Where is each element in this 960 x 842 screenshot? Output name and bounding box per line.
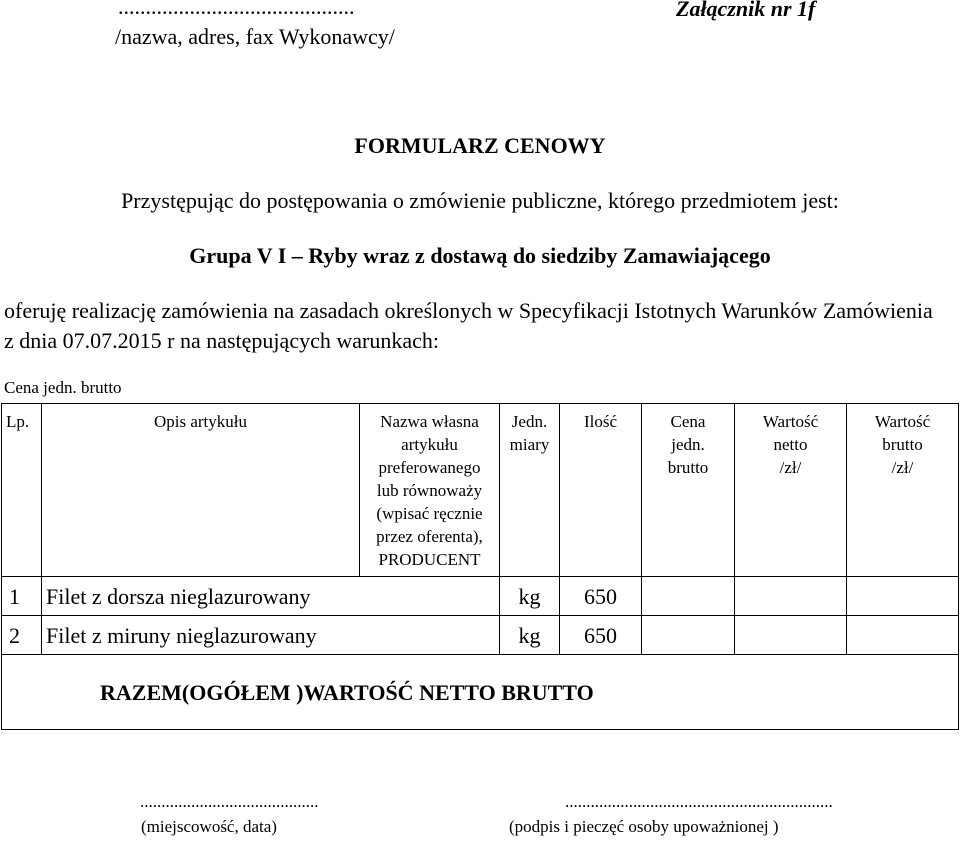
header-description: Opis artykułu bbox=[42, 404, 360, 577]
header-brand bbox=[360, 404, 500, 577]
place-date-dots: .......................................... bbox=[140, 792, 319, 811]
row-gross-value-cell[interactable] bbox=[847, 616, 959, 655]
row-description: Filet z miruny nieglazurowany bbox=[42, 616, 500, 655]
row-net-value-cell[interactable] bbox=[735, 577, 847, 616]
total-row bbox=[2, 655, 959, 730]
header-unit-line: Jedn. bbox=[511, 412, 548, 431]
signature-dots: ............................................................... bbox=[565, 792, 833, 811]
table-row bbox=[2, 616, 959, 655]
table-header-row bbox=[2, 404, 959, 577]
header-gross-line: Wartość bbox=[874, 412, 931, 431]
row-quantity: 650 bbox=[560, 577, 642, 616]
header-unit-price-line: Cena bbox=[670, 412, 706, 431]
row-unit: kg bbox=[500, 616, 560, 655]
annex-label: Załącznik nr 1f bbox=[676, 0, 816, 21]
header-brand-line: Nazwa własna bbox=[380, 412, 479, 431]
header-unit-price-line: brutto bbox=[667, 458, 709, 477]
header-quantity: Ilość bbox=[560, 404, 642, 577]
header-net-line: /zł/ bbox=[779, 458, 802, 477]
header-brand-line: lub równoważy bbox=[376, 481, 483, 500]
signature-label: (podpis i pieczęć osoby upoważnionej ) bbox=[509, 817, 779, 836]
header-gross-line: brutto bbox=[882, 435, 923, 454]
form-title: FORMULARZ CENOWY bbox=[354, 133, 606, 158]
header-brand-line: przez oferenta), bbox=[376, 527, 483, 546]
price-table bbox=[1, 403, 959, 730]
header-net-line: netto bbox=[773, 435, 808, 454]
header-net-line: Wartość bbox=[762, 412, 819, 431]
header-unit-line: miary bbox=[509, 435, 550, 454]
place-date-label: (miejscowość, data) bbox=[141, 817, 277, 836]
total-label: RAZEM(OGÓŁEM )WARTOŚĆ NETTO BRUTTO bbox=[2, 655, 959, 730]
header-net-value bbox=[735, 404, 847, 577]
header-gross-line: /zł/ bbox=[891, 458, 914, 477]
header-gross-value bbox=[847, 404, 959, 577]
intro-text: Przystępując do postępowania o zmówienie publiczne, którego przedmiotem jest: bbox=[121, 188, 839, 213]
header-unit bbox=[500, 404, 560, 577]
table-row bbox=[2, 577, 959, 616]
header-brand-line: preferowanego bbox=[378, 458, 481, 477]
row-lp: 1 bbox=[2, 577, 42, 616]
row-net-value-cell[interactable] bbox=[735, 616, 847, 655]
header-unit-price-line: jedn. bbox=[671, 435, 705, 454]
offer-text: oferuję realizację zamówienia na zasadach określonych w Specyfikacji Istotnych Warunków Zamówienia z dnia 07.07.2015 r na następujących warunkach: bbox=[4, 298, 933, 353]
header-brand-line: PRODUCENT bbox=[378, 550, 481, 569]
row-unit-price-cell[interactable] bbox=[642, 577, 735, 616]
row-unit: kg bbox=[500, 577, 560, 616]
header-unit-price bbox=[642, 404, 735, 577]
header-lp: Lp. bbox=[2, 404, 42, 577]
row-description: Filet z dorsza nieglazurowany bbox=[42, 577, 500, 616]
row-quantity: 650 bbox=[560, 616, 642, 655]
row-gross-value-cell[interactable] bbox=[847, 577, 959, 616]
contractor-label: /nazwa, adres, fax Wykonawcy/ bbox=[115, 24, 395, 49]
header-brand-line: artykułu bbox=[401, 435, 458, 454]
row-unit-price-cell[interactable] bbox=[642, 616, 735, 655]
row-lp: 2 bbox=[2, 616, 42, 655]
price-note: Cena jedn. brutto bbox=[4, 378, 122, 397]
contractor-dots: ........................................... bbox=[118, 0, 355, 19]
header-brand-line: (wpisać ręcznie bbox=[376, 504, 483, 523]
group-title: Grupa V I – Ryby wraz z dostawą do siedziby Zamawiającego bbox=[189, 243, 771, 268]
